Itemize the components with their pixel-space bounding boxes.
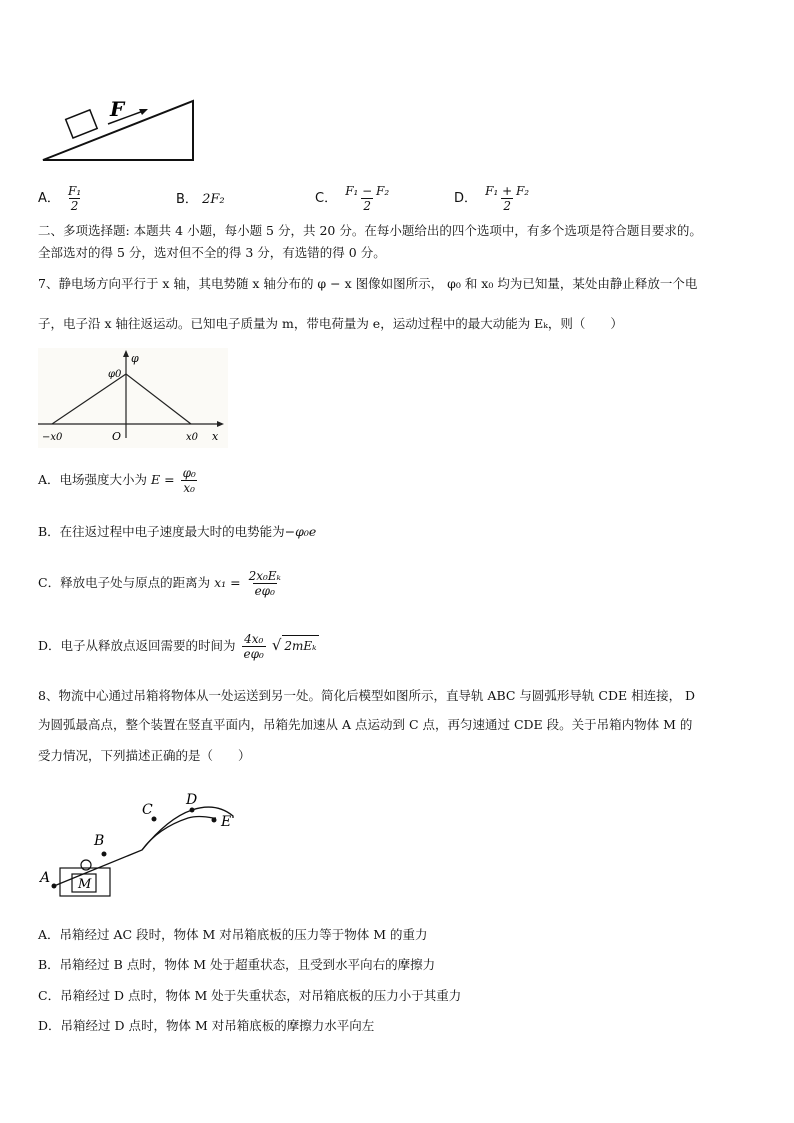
- y-axis-label: φ: [131, 352, 139, 365]
- section2-line1: 二、多项选择题: 本题共 4 小题，每小题 5 分，共 20 分。在每小题给出的四个选项中，有多个选项是符合题目要求的。: [38, 223, 702, 238]
- point-d: [190, 808, 195, 813]
- q6-option-b[interactable]: B． 2F₂: [176, 192, 225, 207]
- q7-option-b[interactable]: B．在往返过程中电子速度最大时的电势能为−φ₀e: [38, 524, 317, 539]
- peak-label: φ0: [108, 369, 122, 380]
- origin-label: O: [112, 430, 122, 443]
- x-axis-label: x: [212, 430, 219, 443]
- block: [66, 110, 98, 138]
- force-label: F: [110, 97, 125, 121]
- section2-line2: 全部选对的得 5 分，选对但不全的得 3 分，有选错的得 0 分。: [38, 245, 386, 260]
- label-e: E: [221, 814, 232, 830]
- point-a: [52, 884, 57, 889]
- q7-stem-line1: 7、静电场方向平行于 x 轴，其电势随 x 轴分布的 φ − x 图像如图所示， φ₀ 和 x₀ 均为已知量，某处由静止释放一个电: [38, 276, 698, 291]
- neg-x0-label: −x0: [42, 432, 63, 443]
- q8-stem-line3: 受力情况，下列描述正确的是（ ）: [38, 748, 251, 763]
- q8-option-b[interactable]: B．吊箱经过 B 点时，物体 M 处于超重状态，且受到水平向右的摩擦力: [38, 957, 436, 972]
- incline-figure: [38, 96, 200, 166]
- q8-stem-line1: 8、物流中心通过吊箱将物体从一处运送到另一处。简化后模型如图所示，直导轨 ABC 与圆弧形导轨 CDE 相连接， D: [38, 688, 696, 703]
- q7-phi-x-graph: [38, 348, 228, 448]
- q6-option-c[interactable]: C． $\frac{\text{F₁ − F₂}}{2}$: [315, 184, 390, 213]
- point-b: [102, 852, 107, 857]
- q7-option-d[interactable]: D．电子从释放点返回需要的时间为 $\frac{\text{4x₀}}{\text{eφ₀}}$ √ 2mEₖ: [38, 632, 317, 661]
- track-abc: [54, 817, 216, 887]
- label-b: B: [94, 833, 105, 849]
- pos-x0-label: x0: [186, 432, 199, 443]
- track-curve-cde: [142, 807, 233, 850]
- q8-option-a[interactable]: A．吊箱经过 AC 段时，物体 M 对吊箱底板的压力等于物体 M 的重力: [38, 927, 428, 942]
- label-d: D: [186, 792, 198, 808]
- q7-option-c[interactable]: C．释放电子处与原点的距离为 x₁ = $\frac{\text{2x₀Eₖ}}{\text{eφ₀}}$: [38, 569, 281, 598]
- point-e: [212, 818, 217, 823]
- label-c: C: [142, 802, 153, 818]
- q8-track-figure: [38, 790, 248, 905]
- label-a: A: [40, 870, 51, 886]
- q7-option-a[interactable]: A．电场强度大小为 E = $\frac{\text{φ₀}}{\text{x₀}}$: [38, 466, 196, 495]
- q8-option-c[interactable]: C．吊箱经过 D 点时，物体 M 处于失重状态，对吊箱底板的压力小于其重力: [38, 988, 462, 1003]
- sqrt-icon: √: [271, 636, 282, 654]
- q6-option-d[interactable]: D． $\frac{\text{F₁ + F₂}}{2}$: [454, 184, 530, 213]
- q6-option-a[interactable]: A． $\frac{\text{F₁}}{2}$: [38, 184, 82, 213]
- label-m: M: [78, 877, 92, 892]
- q7-stem-line2: 子，电子沿 x 轴往返运动。已知电子质量为 m，带电荷量为 e，运动过程中的最大动能为 Eₖ，则（ ）: [38, 316, 623, 331]
- q8-stem-line2: 为圆弧最高点，整个装置在竖直平面内，吊箱先加速从 A 点运动到 C 点，再匀速通过 CDE 段。关于吊箱内物体 M 的: [38, 717, 693, 732]
- q8-option-d[interactable]: D．吊箱经过 D 点时，物体 M 对吊箱底板的摩擦力水平向左: [38, 1018, 375, 1033]
